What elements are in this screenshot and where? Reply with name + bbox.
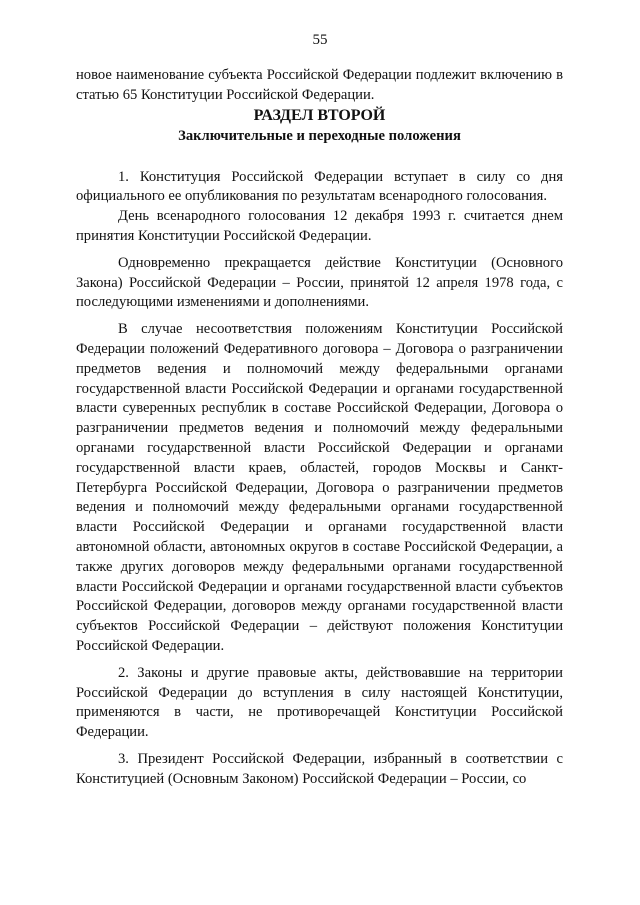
paragraph-termination-1978-constitution: Одновременно прекращается действие Конституции (Основного Закона) Российской Федерации – России, принятой 12 апреля 1978 года, с последующими изменениями и дополнениями. (76, 254, 563, 311)
page-number: 55 (312, 32, 328, 48)
paragraph-2-laws-applicability: 2. Законы и другие правовые акты, действовавшие на территории Российской Федерации до вступления в силу настоящей Конституции, применяются в части, не противоречащей Конституции Российской Федерации. (76, 664, 563, 741)
paragraph-federative-treaty-conflict: В случае несоответствия положениям Конституции Российской Федерации положений Федеративного договора – Договора о разграничении предметов ведения и полномочий между федеральными органами государственной власти Российской Федерации и органами государственной власти суверенных республик в составе Российской Федерации, Договора о разграничении предметов ведения и полномочий между федеральными органами государственной власти Российской Федерации и органами государственной власти краев, областей, городов Москвы и Санкт-Петербурга Российской Федерации, Договора о разграничении предметов ведения и полномочий между федеральными органами государственной власти Российской Федерации и органами государственной власти автономной области, автономных округов в составе Российской Федерации, а также других договоров между федеральными органами государственной власти Российской Федерации и органами государственной власти субъектов Российской Федерации, договоров между органами государственной власти субъектов Российской Федерации – действуют положения Конституции Российской Федерации. (76, 321, 563, 654)
paragraph-3-president: 3. Президент Российской Федерации, избранный в соответствии с Конституцией (Основным Законом) Российской Федерации – России, со (76, 750, 563, 787)
section-subtitle: Заключительные и переходные положения (178, 127, 461, 144)
section-title: РАЗДЕЛ ВТОРОЙ (253, 106, 386, 124)
paragraph-referendum-day: День всенародного голосования 12 декабря 1993 г. считается днем принятия Конституции Российской Федерации. (76, 208, 563, 244)
opening-paragraph: новое наименование субъекта Российской Федерации подлежит включению в статью 65 Конституции Российской Федерации. (76, 67, 563, 103)
paragraph-1-entry-into-force: 1. Конституция Российской Федерации вступает в силу со дня официального ее опубликования по результатам всенародного голосования. (76, 168, 563, 205)
document-body (76, 66, 563, 790)
